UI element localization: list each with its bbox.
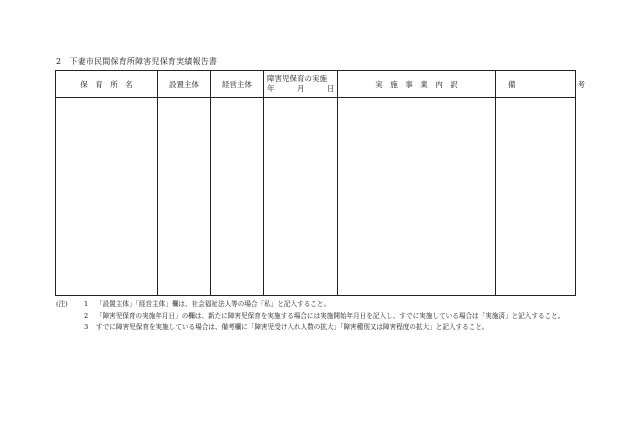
cell-remarks[interactable] <box>496 98 576 296</box>
header-start-date-line1: 障害児保育の実施 <box>267 74 327 83</box>
notes-prefix: (注) <box>56 300 68 308</box>
document-title: 2 下妻市民間保育所障害児保育実績報告書 <box>56 57 218 66</box>
table-row <box>56 98 576 296</box>
header-establisher: 設置主体 <box>158 71 211 98</box>
cell-details[interactable] <box>338 98 496 296</box>
report-table <box>55 70 585 296</box>
table-header-row <box>56 71 576 98</box>
header-start-date: 障害児保育の実施 年 月 日 <box>264 71 338 98</box>
note-item: 3 すでに障害児保育を実施している場合は、備考欄に「障害児受け入れ人数の拡大」「障害種別又は障害程度の拡大」と記入すること。 <box>84 323 489 331</box>
header-facility-name: 保 育 所 名 <box>56 71 158 98</box>
header-remarks: 備 考 <box>496 71 576 98</box>
note-item: 2 「障害児保育の実施年月日」の欄は、新たに障害児保育を実施する場合には実施開始年月日を記入し、すでに実施している場合は「実施済」と記入すること。 <box>84 311 565 320</box>
cell-establisher[interactable] <box>158 98 211 296</box>
cell-facility-name[interactable] <box>56 98 158 296</box>
note-item: (注) 1 「設置主体」「経営主体」欄は、社会福祉法人等の場合「私」と記入すること。 <box>56 299 576 311</box>
header-operator: 経営主体 <box>211 71 264 98</box>
cell-operator[interactable] <box>211 98 264 296</box>
header-details: 実 施 事 業 内 訳 <box>338 71 496 98</box>
cell-start-date[interactable] <box>264 98 338 296</box>
notes-section <box>56 299 576 334</box>
